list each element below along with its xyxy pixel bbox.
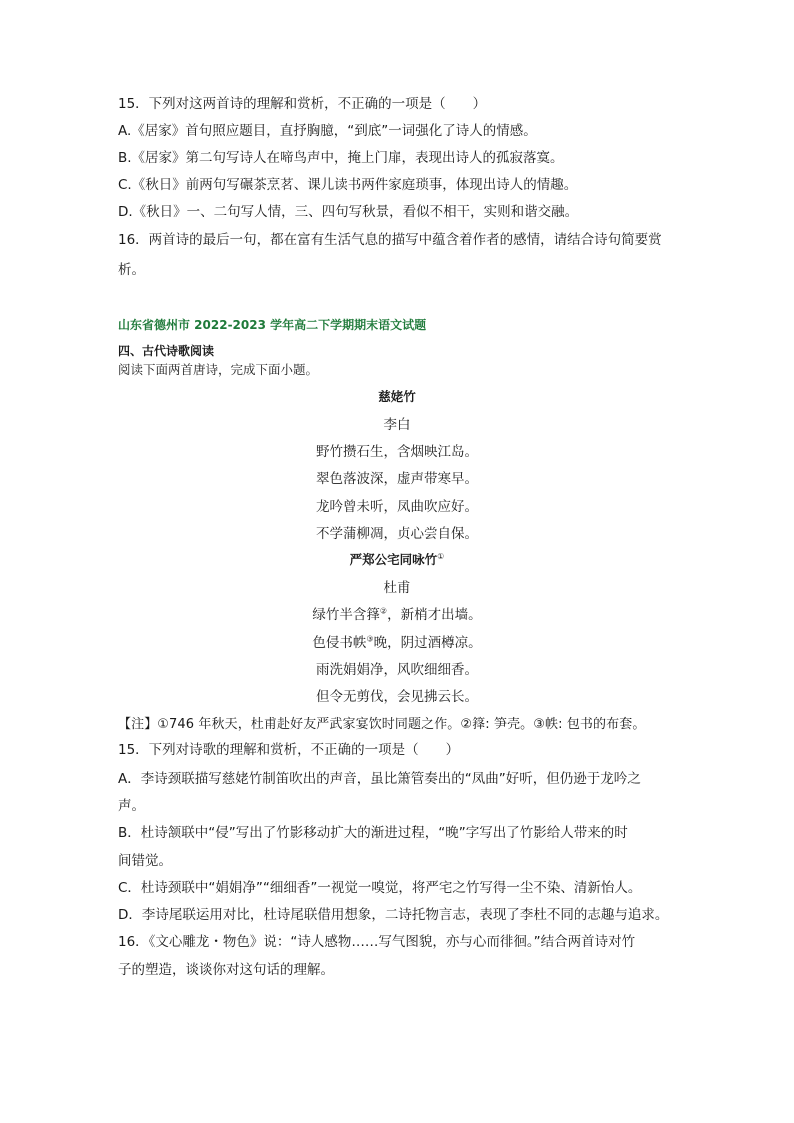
question-16-line2: 子的塑造，谈谈你对这句话的理解。 (118, 962, 334, 978)
question-15-top: 15．下列对这两首诗的理解和赏析，不正确的一项是（ ） (118, 96, 487, 112)
poem1-title: 慈姥竹 (378, 389, 416, 404)
instruction-text: 阅读下面两首唐诗，完成下面小题。 (118, 362, 319, 377)
poem2-line (0, 631, 794, 651)
option-a-line2: 声。 (118, 798, 145, 814)
poem1-line: 野竹攒石生，含烟映江岛。 (316, 444, 478, 460)
footnote: 【注】①746 年秋天，杜甫赴好友严武家宴饮时同题之作。②箨: 笋壳。③帙: 包书的布套。 (118, 717, 646, 732)
option-c-top: C.《秋日》前两句写碾茶烹茗、课儿读书两件家庭琐事，体现出诗人的情趣。 (118, 177, 578, 193)
poem2-line-text: ，新梢才出墙。 (387, 607, 482, 623)
question-16-top-line2: 析。 (118, 262, 145, 278)
option-b-line1: B．杜诗颔联中“侵”写出了竹影移动扩大的渐进过程，“晚”字写出了竹影给人带来的时 (118, 825, 628, 841)
footnote-mark: ③ (366, 634, 374, 644)
option-a-line1: A．李诗颈联描写慈姥竹制笛吹出的声音，虽比箫管奏出的“凤曲”好听，但仍逊于龙吟之 (118, 771, 641, 787)
poem1-line: 翠色落波深，虚声带寒早。 (316, 471, 478, 487)
footnote-mark: ① (437, 551, 445, 561)
footnote-mark: ② (379, 606, 388, 616)
option-d-top: D.《秋日》一、二句写人情，三、四句写秋景，看似不相干，实则和谐交融。 (118, 204, 579, 220)
poem1-line: 龙吟曾未听，凤曲吹应好。 (316, 499, 478, 515)
poem2-line: 雨洗娟娟净，风吹细细香。 (316, 662, 478, 678)
poem2-title (0, 550, 794, 568)
option-a-top: A.《居家》首句照应题目，直抒胸臆，“到底”一词强化了诗人的情感。 (118, 123, 537, 139)
option-b-top: B.《居家》第二句写诗人在啼鸟声中，掩上门扉，表现出诗人的孤寂落寞。 (118, 150, 564, 166)
poem2-line-text: 绿竹半含箨 (312, 607, 380, 623)
poem2-line-text: 色侵书帙 (312, 635, 367, 651)
exam-title: 山东省德州市 2022-2023 学年高二下学期期末语文试题 (118, 318, 427, 332)
poem2-title-text: 严郑公宅同咏竹 (349, 552, 438, 567)
option-b-line2: 间错觉。 (118, 853, 172, 869)
question-16-top-line1: 16．两首诗的最后一句，都在富有生活气息的描写中蕴含着作者的感情，请结合诗句简要赏 (118, 232, 662, 248)
poem2-author: 杜甫 (383, 580, 411, 596)
poem2-line-text: 晚，阴过酒樽凉。 (373, 635, 482, 651)
option-d: D．李诗尾联运用对比，杜诗尾联借用想象，二诗托物言志，表现了李杜不同的志趣与追求。 (118, 907, 669, 923)
poem2-line (0, 603, 794, 623)
question-15: 15．下列对诗歌的理解和赏析，不正确的一项是（ ） (118, 742, 460, 758)
poem2-line: 但令无剪伐，会见拂云长。 (316, 689, 478, 705)
poem1-author: 李白 (383, 417, 411, 433)
question-16-line1: 16．《文心雕龙・物色》说：“诗人感物……写气图貌，亦与心而徘徊。”结合两首诗对竹 (118, 934, 636, 950)
section-heading: 四、古代诗歌阅读 (118, 344, 215, 358)
option-c: C．杜诗颈联中“娟娟净”“细细香”一视觉一嗅觉，将严宅之竹写得一尘不染、清新怡人。 (118, 880, 642, 896)
poem1-line: 不学蒲柳凋，贞心尝自保。 (316, 526, 478, 542)
